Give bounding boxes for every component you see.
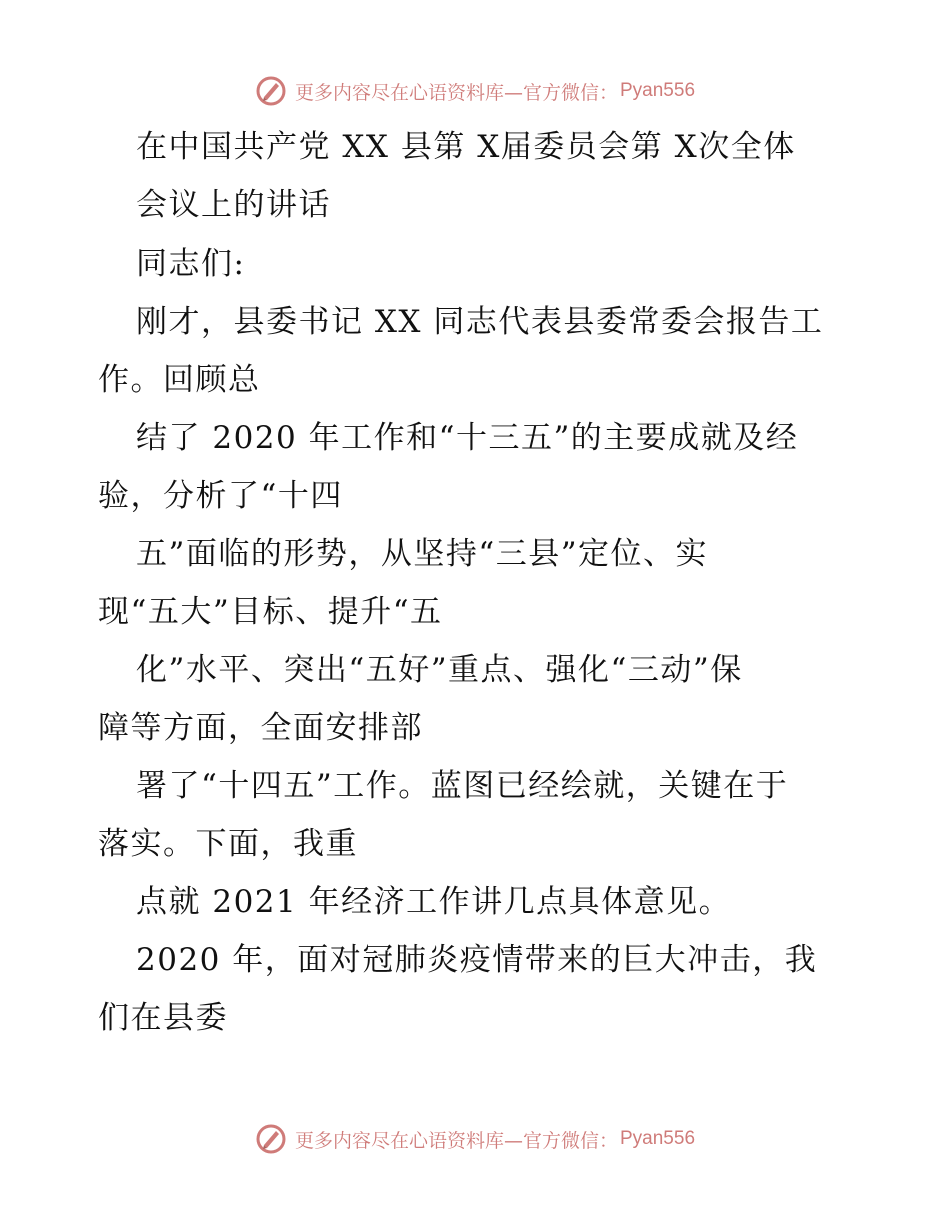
- document-line: 署了“十四五”工作。蓝图已经绘就，关键在于: [136, 768, 789, 804]
- document-line: 化”水平、突出“五好”重点、强化“三动”保: [136, 652, 743, 688]
- watermark-text: 更多内容尽在心语资料库—官方微信：: [294, 81, 618, 104]
- document-line: 作。回顾总: [98, 362, 261, 398]
- watermark-text: 更多内容尽在心语资料库—官方微信：: [294, 1129, 618, 1152]
- document-line: 们在县委: [98, 1000, 228, 1036]
- document-line: 结了 2020 年工作和“十三五”的主要成就及经: [136, 420, 799, 456]
- document-line: 点就 2021 年经济工作讲几点具体意见。: [136, 884, 732, 920]
- document-line: 障等方面，全面安排部: [98, 710, 423, 746]
- footer-watermark: [0, 1119, 950, 1159]
- document-line: 验，分析了“十四: [98, 478, 343, 514]
- document-line: 五”面临的形势，从坚持“三县”定位、实: [136, 536, 709, 572]
- watermark-wechat-id: Pyan556: [620, 1128, 696, 1149]
- document-line: 刚才，县委书记 XX 同志代表县委常委会报告工: [136, 304, 824, 340]
- document-line: 在中国共产党 XX 县第 X届委员会第 X次全体: [136, 129, 796, 165]
- watermark-wechat-id: Pyan556: [620, 80, 696, 101]
- document-line: 会议上的讲话: [136, 187, 331, 223]
- document-line: 落实。下面，我重: [98, 826, 358, 862]
- document-line: 现“五大”目标、提升“五: [98, 594, 443, 630]
- pen-logo-icon: [255, 1123, 287, 1155]
- document-line: 同志们:: [136, 246, 246, 282]
- document-line: 2020 年，面对冠肺炎疫情带来的巨大冲击，我: [136, 942, 818, 978]
